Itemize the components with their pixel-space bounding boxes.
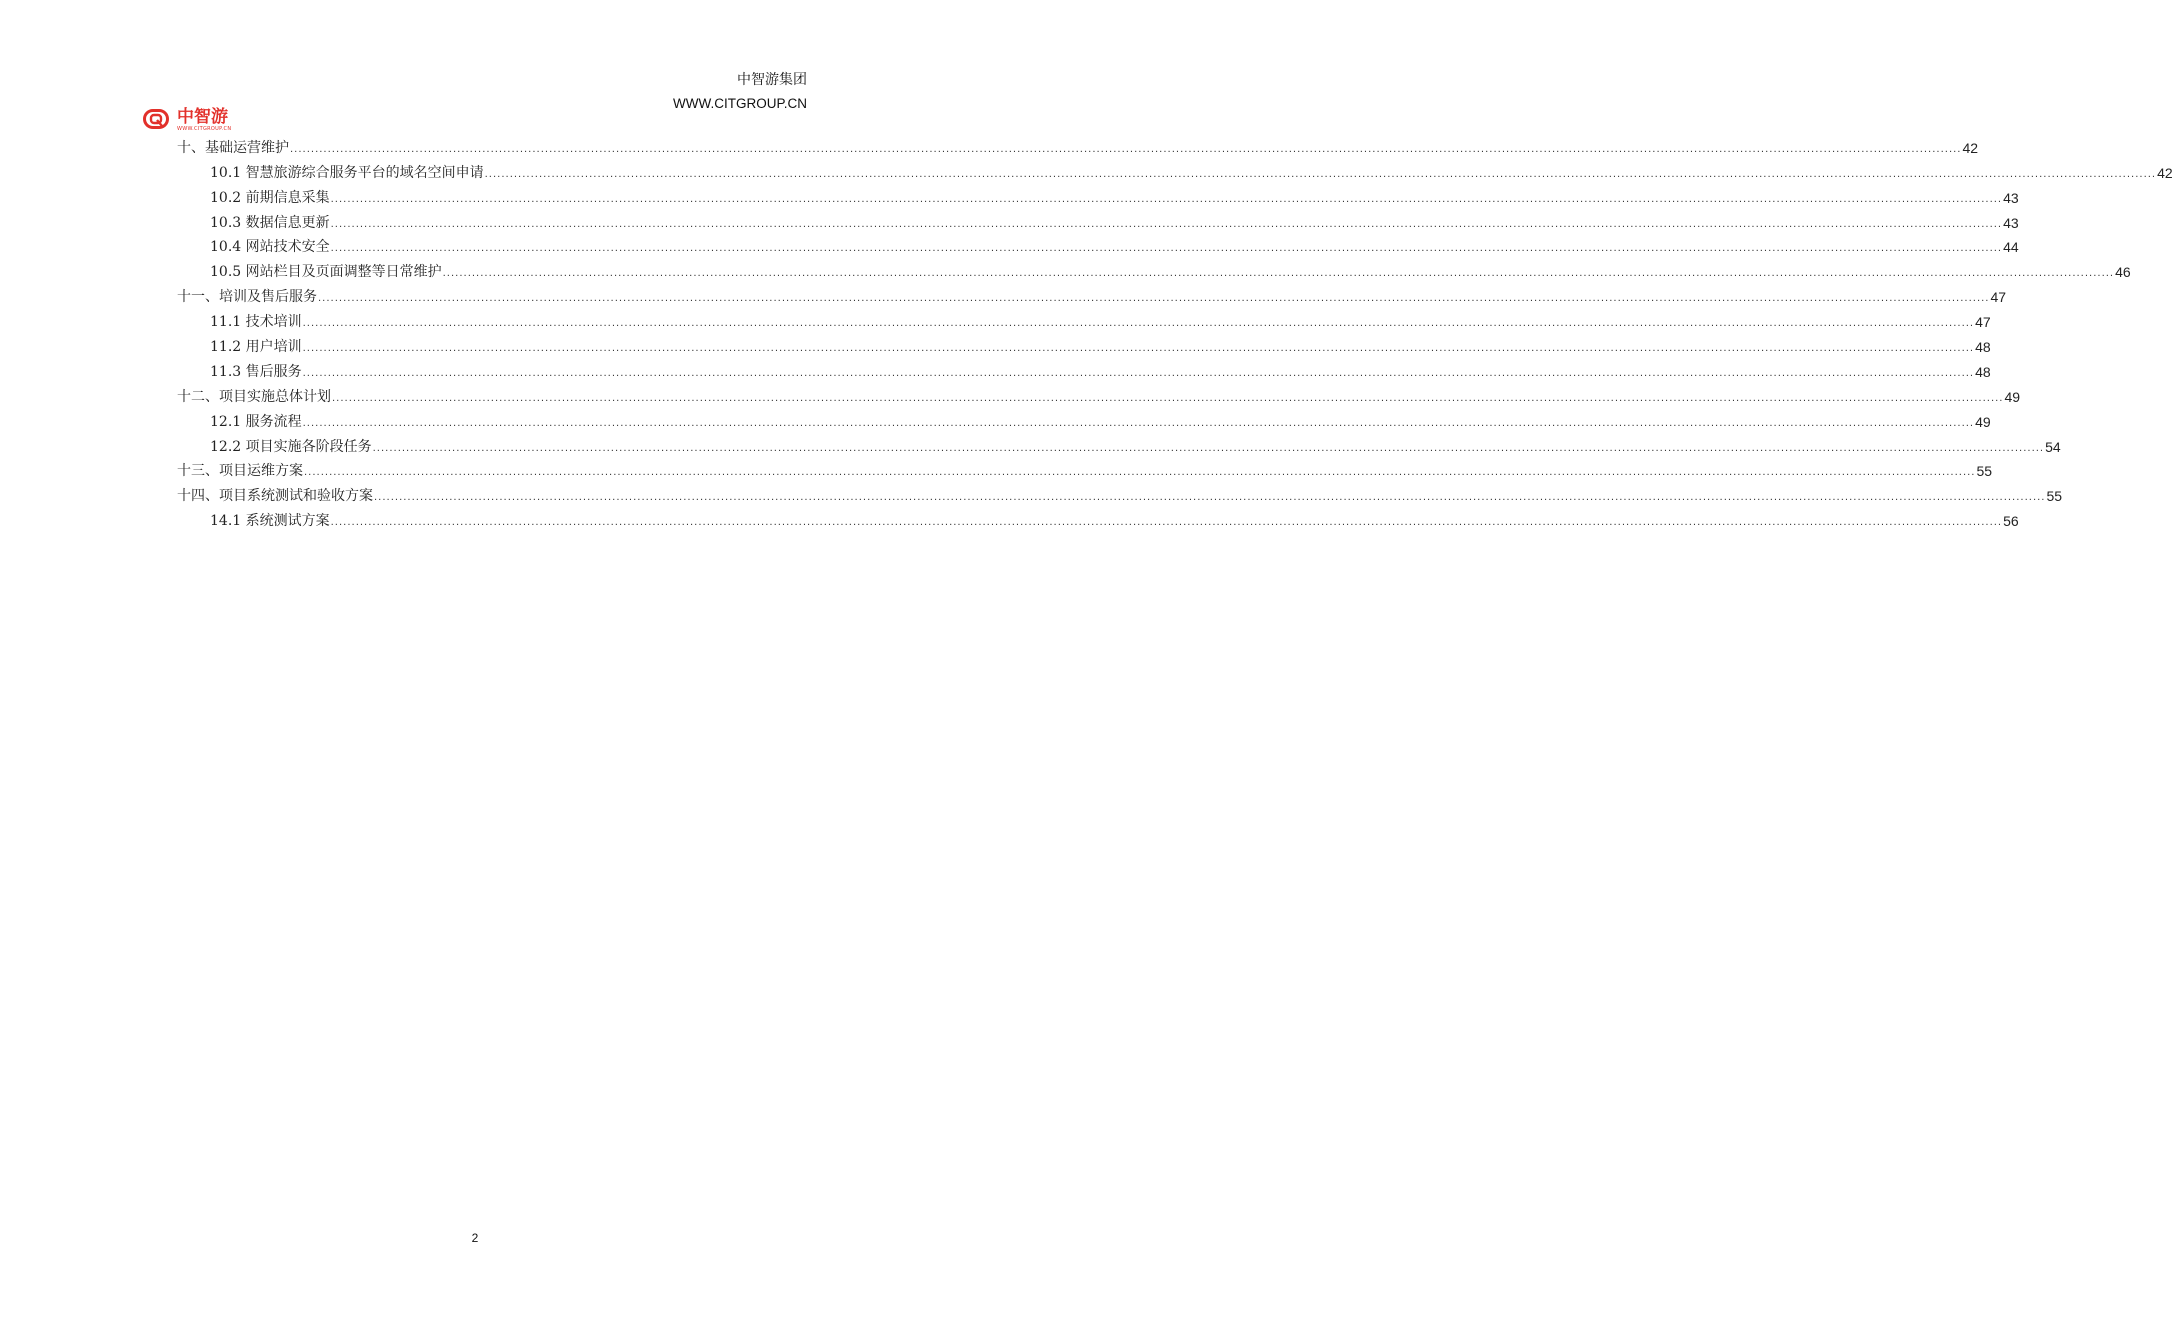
toc-leader-dots: ................................................................................................................................................................................................................................................................................................................................................................................................................ — [330, 517, 2003, 529]
toc-entry-label: 10.5 网站栏目及页面调整等日常维护 — [210, 264, 442, 281]
logo-text: 中智游 — [177, 107, 228, 127]
toc-entry-label: 10.2 前期信息采集 — [210, 189, 330, 206]
header-website: WWW.CITGROUP.CN — [673, 96, 807, 111]
page-header — [673, 68, 807, 116]
toc-leader-dots: ................................................................................................................................................................................................................................................................................................................................................................................................................ — [302, 343, 1975, 355]
toc-leader-dots: ................................................................................................................................................................................................................................................................................................................................................................................................................ — [330, 218, 2003, 230]
toc-leader-dots: ................................................................................................................................................................................................................................................................................................................................................................................................................ — [330, 193, 2003, 205]
toc-leader-dots: ................................................................................................................................................................................................................................................................................................................................................................................................................ — [484, 168, 2157, 180]
toc-entry[interactable] — [177, 234, 2019, 259]
page-number: 2 — [471, 1231, 479, 1245]
toc-leader-dots: ................................................................................................................................................................................................................................................................................................................................................................................................................ — [304, 467, 1976, 479]
toc-entry-page: 44 — [2003, 239, 2019, 256]
toc-entry-label: 11.2 用户培训 — [210, 339, 302, 356]
toc-entry[interactable] — [177, 408, 1991, 433]
toc-entry-page: 56 — [2003, 513, 2019, 530]
toc-entry[interactable] — [177, 383, 2021, 408]
toc-entry-label: 11.1 技术培训 — [210, 314, 302, 331]
toc-entry-label: 12.1 服务流程 — [210, 413, 302, 430]
header-company: 中智游集团 — [737, 72, 807, 88]
toc-entry-label: 12.2 项目实施各阶段任务 — [210, 438, 372, 455]
toc-entry[interactable] — [177, 308, 1991, 333]
toc-entry-page: 47 — [1975, 314, 1991, 331]
toc-entry-label: 10.3 数据信息更新 — [210, 214, 330, 231]
toc-leader-dots: ................................................................................................................................................................................................................................................................................................................................................................................................................ — [318, 293, 1990, 305]
toc-entry-label: 十、基础运营维护 — [177, 139, 289, 156]
toc-entry-page: 42 — [2157, 164, 2173, 181]
toc-entry-label: 十三、项目运维方案 — [177, 463, 303, 480]
toc-entry[interactable] — [177, 433, 2061, 458]
toc-entry-label: 十四、项目系统测试和验收方案 — [177, 488, 373, 505]
toc-entry[interactable] — [177, 283, 2007, 308]
toc-entry-page: 48 — [1975, 339, 1991, 356]
toc-leader-dots: ................................................................................................................................................................................................................................................................................................................................................................................................................ — [372, 442, 2045, 454]
toc-entry-label: 十二、项目实施总体计划 — [177, 388, 331, 405]
toc-entry[interactable] — [177, 358, 1991, 383]
toc-leader-dots: ................................................................................................................................................................................................................................................................................................................................................................................................................ — [442, 268, 2115, 280]
toc-leader-dots: ................................................................................................................................................................................................................................................................................................................................................................................................................ — [374, 492, 2046, 504]
toc-entry[interactable] — [177, 184, 2019, 209]
toc-entry[interactable] — [177, 507, 2019, 532]
logo-subtext: WWW.CITGROUP.CN — [177, 126, 232, 132]
toc-entry[interactable] — [177, 134, 1979, 159]
table-of-contents — [177, 134, 2173, 532]
toc-entry-page: 46 — [2115, 264, 2131, 281]
toc-entry-page: 43 — [2003, 214, 2019, 231]
toc-entry[interactable] — [177, 482, 2063, 507]
toc-leader-dots: ................................................................................................................................................................................................................................................................................................................................................................................................................ — [332, 392, 2004, 404]
toc-leader-dots: ................................................................................................................................................................................................................................................................................................................................................................................................................ — [290, 143, 1962, 155]
toc-entry[interactable] — [177, 258, 2131, 283]
logo-q-icon — [143, 109, 169, 129]
toc-entry-page: 49 — [1975, 413, 1991, 430]
toc-entry-label: 10.4 网站技术安全 — [210, 239, 330, 256]
toc-entry-page: 47 — [1990, 289, 2007, 306]
toc-entry-page: 42 — [1962, 139, 1979, 156]
toc-leader-dots: ................................................................................................................................................................................................................................................................................................................................................................................................................ — [302, 318, 1975, 330]
toc-entry-page: 48 — [1975, 363, 1991, 380]
toc-entry[interactable] — [177, 458, 1993, 483]
toc-entry-page: 49 — [2004, 388, 2021, 405]
toc-leader-dots: ................................................................................................................................................................................................................................................................................................................................................................................................................ — [302, 417, 1975, 429]
toc-entry[interactable] — [177, 333, 1991, 358]
toc-entry-label: 11.3 售后服务 — [210, 363, 302, 380]
company-logo — [143, 107, 243, 133]
toc-entry[interactable] — [177, 209, 2019, 234]
toc-entry-label: 10.1 智慧旅游综合服务平台的域名空间申请 — [210, 164, 484, 181]
toc-entry[interactable] — [177, 159, 2173, 184]
toc-entry-page: 55 — [1976, 463, 1993, 480]
toc-entry-page: 55 — [2046, 488, 2063, 505]
toc-leader-dots: ................................................................................................................................................................................................................................................................................................................................................................................................................ — [330, 243, 2003, 255]
toc-entry-label: 14.1 系统测试方案 — [210, 513, 330, 530]
toc-entry-label: 十一、培训及售后服务 — [177, 289, 317, 306]
toc-leader-dots: ................................................................................................................................................................................................................................................................................................................................................................................................................ — [302, 367, 1975, 379]
toc-entry-page: 54 — [2045, 438, 2061, 455]
toc-entry-page: 43 — [2003, 189, 2019, 206]
